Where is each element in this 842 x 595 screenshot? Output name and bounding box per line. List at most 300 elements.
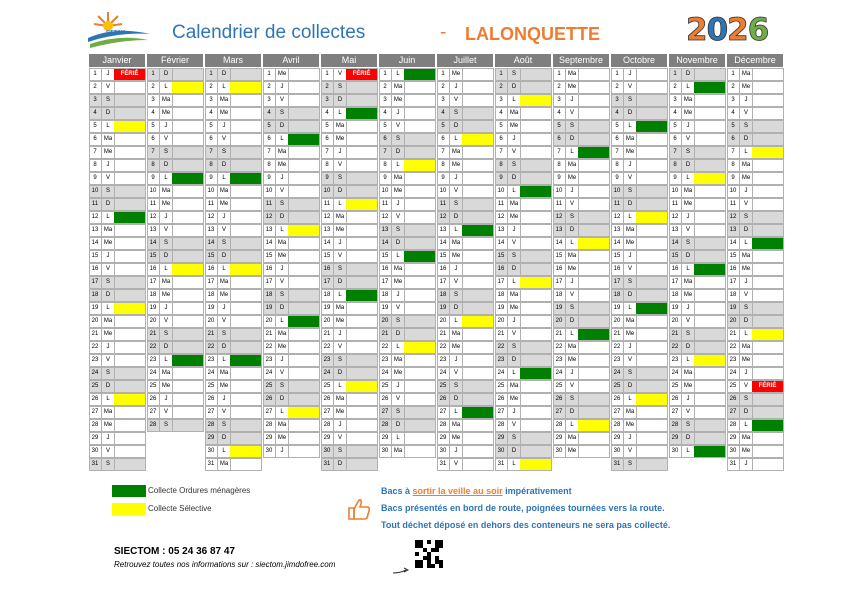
day-number: 9 <box>151 175 155 181</box>
weekday-abbr: S <box>217 420 231 431</box>
weekday-abbr: S <box>681 329 695 340</box>
day-number: 5 <box>615 123 619 129</box>
day-number: 25 <box>555 383 563 389</box>
weekday-abbr: V <box>739 199 753 210</box>
day-cell <box>553 120 610 133</box>
day-number: 31 <box>323 461 331 467</box>
collection-slot <box>346 82 377 93</box>
day-number: 20 <box>207 318 215 324</box>
day-number: 17 <box>149 279 157 285</box>
collection-slot <box>462 394 493 405</box>
collection-slot <box>752 95 783 106</box>
day-number: 15 <box>381 253 389 259</box>
day-cell <box>205 328 262 341</box>
weekday-abbr: L <box>333 290 347 301</box>
collection-slot <box>346 95 377 106</box>
day-number: 16 <box>613 266 621 272</box>
weekday-abbr: V <box>565 108 579 119</box>
day-cell <box>669 198 726 211</box>
collection-slot <box>636 121 667 132</box>
collection-slot <box>636 264 667 275</box>
day-number: 22 <box>555 344 563 350</box>
collection-slot <box>462 251 493 262</box>
day-cell <box>727 354 784 367</box>
day-number: 17 <box>381 279 389 285</box>
weekday-abbr: Ma <box>275 238 289 249</box>
collection-slot <box>114 108 145 119</box>
weekday-abbr: L <box>159 355 173 366</box>
weekday-abbr: D <box>333 368 347 379</box>
day-number: 1 <box>93 71 97 77</box>
day-number: 18 <box>729 292 737 298</box>
weekday-abbr: Ma <box>333 212 347 223</box>
day-number: 1 <box>615 71 619 77</box>
weekday-abbr: Ma <box>739 251 753 262</box>
collection-slot <box>636 147 667 158</box>
legend-swatch-selective <box>112 503 146 515</box>
day-cell <box>205 276 262 289</box>
weekday-abbr: S <box>275 290 289 301</box>
collection-slot <box>636 95 667 106</box>
collection-slot <box>462 407 493 418</box>
day-number: 6 <box>557 136 561 142</box>
collection-slot <box>172 225 203 236</box>
collection-slot <box>462 459 493 470</box>
day-cell <box>147 354 204 367</box>
collection-slot <box>230 95 261 106</box>
day-cell <box>147 263 204 276</box>
day-cell <box>321 380 378 393</box>
collection-slot <box>288 303 319 314</box>
day-number: 20 <box>265 318 273 324</box>
day-number: 8 <box>499 162 503 168</box>
day-cell <box>205 380 262 393</box>
day-number: 11 <box>729 201 737 207</box>
day-cell <box>147 224 204 237</box>
weekday-abbr: D <box>333 95 347 106</box>
day-cell <box>263 380 320 393</box>
collection-slot <box>288 186 319 197</box>
weekday-abbr: V <box>739 381 753 392</box>
day-number: 13 <box>149 227 157 233</box>
weekday-abbr: L <box>681 264 695 275</box>
day-cell <box>727 68 784 81</box>
day-number: 20 <box>497 318 505 324</box>
weekday-abbr: Ma <box>507 381 521 392</box>
weekday-abbr: Me <box>449 69 463 80</box>
day-number: 1 <box>209 71 213 77</box>
day-cell <box>495 432 552 445</box>
collection-slot <box>752 147 783 158</box>
weekday-abbr: D <box>333 459 347 470</box>
day-number: 1 <box>441 71 445 77</box>
day-cell <box>727 185 784 198</box>
day-number: 21 <box>149 331 157 337</box>
collection-slot <box>172 173 203 184</box>
collection-slot <box>346 147 377 158</box>
day-number: 27 <box>381 409 389 415</box>
collection-slot <box>694 277 725 288</box>
weekday-abbr: Ma <box>217 186 231 197</box>
collection-slot <box>462 199 493 210</box>
weekday-abbr: D <box>275 303 289 314</box>
weekday-abbr: D <box>217 342 231 353</box>
collection-slot <box>636 303 667 314</box>
weekday-abbr: L <box>681 173 695 184</box>
day-cell <box>669 263 726 276</box>
weekday-abbr: S <box>623 95 637 106</box>
day-cell <box>553 107 610 120</box>
weekday-abbr: L <box>507 186 521 197</box>
day-cell <box>263 211 320 224</box>
weekday-abbr: L <box>275 316 289 327</box>
collection-slot <box>694 251 725 262</box>
day-number: 14 <box>671 240 679 246</box>
collection-slot <box>636 225 667 236</box>
day-cell <box>669 224 726 237</box>
day-cell <box>147 159 204 172</box>
collection-slot <box>114 355 145 366</box>
weekday-abbr: D <box>101 290 115 301</box>
day-number: 10 <box>613 188 621 194</box>
day-number: 17 <box>265 279 273 285</box>
weekday-abbr: Ma <box>507 290 521 301</box>
day-cell <box>89 289 146 302</box>
legend-label-ordures: Collecte Ordures ménagères <box>148 486 251 495</box>
day-number: 15 <box>729 253 737 259</box>
weekday-abbr: Ma <box>391 82 405 93</box>
weekday-abbr: J <box>623 342 637 353</box>
collection-slot <box>752 186 783 197</box>
day-number: 31 <box>729 461 737 467</box>
day-number: 3 <box>209 97 213 103</box>
day-number: 3 <box>93 97 97 103</box>
day-number: 18 <box>671 292 679 298</box>
day-cell <box>263 289 320 302</box>
weekday-abbr: L <box>449 316 463 327</box>
day-cell <box>263 341 320 354</box>
weekday-abbr: V <box>623 446 637 457</box>
weekday-abbr: J <box>101 160 115 171</box>
weekday-abbr: Me <box>101 147 115 158</box>
day-cell <box>611 458 668 471</box>
weekday-abbr: J <box>565 186 579 197</box>
collection-slot <box>346 316 377 327</box>
day-cell <box>379 432 436 445</box>
day-cell <box>205 432 262 445</box>
day-number: 10 <box>381 188 389 194</box>
collection-slot <box>172 329 203 340</box>
day-cell <box>147 120 204 133</box>
weekday-abbr: L <box>449 134 463 145</box>
day-cell <box>205 289 262 302</box>
weekday-abbr: S <box>159 329 173 340</box>
instruction-line-2: Bacs présentés en bord de route, poignées tournées vers la route. <box>381 503 665 513</box>
collection-slot <box>752 368 783 379</box>
weekday-abbr: D <box>217 251 231 262</box>
weekday-abbr: V <box>101 446 115 457</box>
day-number: 17 <box>207 279 215 285</box>
weekday-abbr: Me <box>159 199 173 210</box>
weekday-abbr: S <box>507 69 521 80</box>
weekday-abbr: D <box>391 238 405 249</box>
collection-slot <box>404 290 435 301</box>
day-cell <box>495 211 552 224</box>
day-number: 25 <box>207 383 215 389</box>
day-cell <box>669 341 726 354</box>
day-number: 10 <box>671 188 679 194</box>
day-cell <box>205 198 262 211</box>
weekday-abbr: J <box>333 329 347 340</box>
arrow-right-icon <box>392 562 410 580</box>
weekday-abbr: L <box>275 407 289 418</box>
weekday-abbr: L <box>101 121 115 132</box>
day-cell <box>727 94 784 107</box>
weekday-abbr: D <box>507 355 521 366</box>
day-number: 11 <box>671 201 679 207</box>
day-cell <box>611 237 668 250</box>
collection-slot <box>520 160 551 171</box>
day-number: 8 <box>731 162 735 168</box>
collection-slot <box>288 238 319 249</box>
collection-slot <box>578 407 609 418</box>
collection-slot <box>346 329 377 340</box>
day-cell <box>147 250 204 263</box>
weekday-abbr: Ma <box>333 303 347 314</box>
day-number: 27 <box>439 409 447 415</box>
weekday-abbr: D <box>739 134 753 145</box>
collection-slot <box>636 69 667 80</box>
collection-slot <box>694 147 725 158</box>
day-number: 23 <box>149 357 157 363</box>
day-cell <box>89 198 146 211</box>
weekday-abbr: D <box>681 342 695 353</box>
weekday-abbr: Ma <box>391 173 405 184</box>
day-number: 9 <box>673 175 677 181</box>
day-cell <box>89 107 146 120</box>
day-number: 11 <box>439 201 447 207</box>
collection-slot <box>694 355 725 366</box>
collection-slot <box>230 355 261 366</box>
day-number: 21 <box>729 331 737 337</box>
day-cell <box>379 445 436 458</box>
day-number: 21 <box>497 331 505 337</box>
collection-slot <box>752 329 783 340</box>
weekday-abbr: D <box>159 69 173 80</box>
day-number: 12 <box>729 214 737 220</box>
day-number: 7 <box>673 149 677 155</box>
day-cell <box>727 133 784 146</box>
month-header: Juin <box>379 54 435 67</box>
day-cell <box>553 211 610 224</box>
weekday-abbr: D <box>507 446 521 457</box>
day-cell <box>553 302 610 315</box>
day-number: 1 <box>673 71 677 77</box>
day-cell <box>379 133 436 146</box>
collection-slot <box>752 173 783 184</box>
collection-slot <box>578 446 609 457</box>
weekday-abbr: S <box>739 303 753 314</box>
day-cell <box>263 172 320 185</box>
day-cell <box>669 250 726 263</box>
day-cell <box>495 445 552 458</box>
day-cell <box>89 159 146 172</box>
weekday-abbr: Ma <box>333 394 347 405</box>
collection-slot <box>288 160 319 171</box>
weekday-abbr: J <box>623 433 637 444</box>
collection-slot <box>288 108 319 119</box>
collection-slot <box>288 355 319 366</box>
weekday-abbr: Ma <box>739 433 753 444</box>
day-number: 24 <box>91 370 99 376</box>
day-cell <box>437 224 494 237</box>
weekday-abbr: Ma <box>449 147 463 158</box>
day-cell <box>321 224 378 237</box>
day-number: 30 <box>265 448 273 454</box>
collection-slot <box>694 238 725 249</box>
day-cell <box>495 263 552 276</box>
day-cell <box>495 120 552 133</box>
day-number: 4 <box>441 110 445 116</box>
weekday-abbr: J <box>739 459 753 470</box>
day-cell <box>437 81 494 94</box>
collection-slot <box>288 82 319 93</box>
collection-slot <box>230 238 261 249</box>
weekday-abbr: V <box>623 82 637 93</box>
day-number: 6 <box>209 136 213 142</box>
day-number: 24 <box>265 370 273 376</box>
day-number: 3 <box>673 97 677 103</box>
collection-slot <box>694 225 725 236</box>
day-number: 22 <box>91 344 99 350</box>
collection-slot <box>346 277 377 288</box>
weekday-abbr: Me <box>333 407 347 418</box>
weekday-abbr: Ma <box>507 108 521 119</box>
weekday-abbr: Me <box>681 381 695 392</box>
collection-slot <box>520 407 551 418</box>
weekday-abbr: J <box>681 394 695 405</box>
day-cell <box>321 419 378 432</box>
collection-slot <box>172 147 203 158</box>
collection-slot <box>462 264 493 275</box>
day-cell <box>379 81 436 94</box>
collection-slot <box>404 173 435 184</box>
day-number: 16 <box>149 266 157 272</box>
day-cell <box>669 367 726 380</box>
day-cell <box>205 393 262 406</box>
collection-slot <box>230 329 261 340</box>
weekday-abbr: S <box>565 212 579 223</box>
day-number: 16 <box>439 266 447 272</box>
day-cell <box>147 68 204 81</box>
collection-slot <box>172 121 203 132</box>
day-cell <box>495 276 552 289</box>
day-number: 28 <box>149 422 157 428</box>
day-cell <box>89 146 146 159</box>
day-cell <box>553 159 610 172</box>
day-number: 19 <box>149 305 157 311</box>
day-number: 16 <box>671 266 679 272</box>
day-cell <box>553 68 610 81</box>
day-cell <box>611 133 668 146</box>
day-number: 27 <box>497 409 505 415</box>
weekday-abbr: L <box>681 82 695 93</box>
day-cell <box>89 393 146 406</box>
day-cell <box>379 172 436 185</box>
day-cell <box>495 159 552 172</box>
day-number: 7 <box>383 149 387 155</box>
day-cell <box>437 68 494 81</box>
day-number: 3 <box>731 97 735 103</box>
day-cell <box>611 159 668 172</box>
day-cell <box>321 432 378 445</box>
collection-slot <box>114 134 145 145</box>
weekday-abbr: L <box>565 238 579 249</box>
month-header: Avril <box>263 54 319 67</box>
weekday-abbr: Me <box>507 121 521 132</box>
day-cell <box>147 211 204 224</box>
ferie-badge: FÉRIÉ <box>346 69 377 80</box>
day-number: 3 <box>325 97 329 103</box>
day-number: 24 <box>381 370 389 376</box>
weekday-abbr: Ma <box>101 225 115 236</box>
day-cell <box>611 81 668 94</box>
day-number: 4 <box>209 110 213 116</box>
collection-slot <box>636 355 667 366</box>
collection-slot <box>636 108 667 119</box>
weekday-abbr: L <box>565 147 579 158</box>
day-cell <box>437 406 494 419</box>
day-number: 30 <box>381 448 389 454</box>
weekday-abbr: S <box>275 108 289 119</box>
weekday-abbr: S <box>449 381 463 392</box>
collection-slot <box>752 199 783 210</box>
day-number: 8 <box>383 162 387 168</box>
day-cell <box>89 133 146 146</box>
weekday-abbr: D <box>217 160 231 171</box>
day-number: 2 <box>325 84 329 90</box>
day-number: 7 <box>209 149 213 155</box>
day-number: 20 <box>439 318 447 324</box>
weekday-abbr: V <box>623 264 637 275</box>
day-cell <box>263 419 320 432</box>
weekday-abbr: L <box>391 69 405 80</box>
day-number: 13 <box>439 227 447 233</box>
weekday-abbr: L <box>507 277 521 288</box>
collection-slot <box>230 433 261 444</box>
day-cell <box>379 328 436 341</box>
collection-slot <box>288 433 319 444</box>
collection-slot <box>230 316 261 327</box>
weekday-abbr: J <box>101 251 115 262</box>
collection-slot <box>114 316 145 327</box>
weekday-abbr: Me <box>333 134 347 145</box>
collection-slot <box>462 121 493 132</box>
day-number: 28 <box>613 422 621 428</box>
day-cell <box>437 159 494 172</box>
day-number: 25 <box>613 383 621 389</box>
day-cell <box>611 120 668 133</box>
day-cell <box>379 107 436 120</box>
day-cell <box>611 172 668 185</box>
collection-slot <box>752 394 783 405</box>
collection-slot <box>752 225 783 236</box>
day-cell <box>495 354 552 367</box>
weekday-abbr: S <box>391 225 405 236</box>
weekday-abbr: S <box>159 420 173 431</box>
day-cell <box>495 458 552 471</box>
day-cell <box>379 146 436 159</box>
